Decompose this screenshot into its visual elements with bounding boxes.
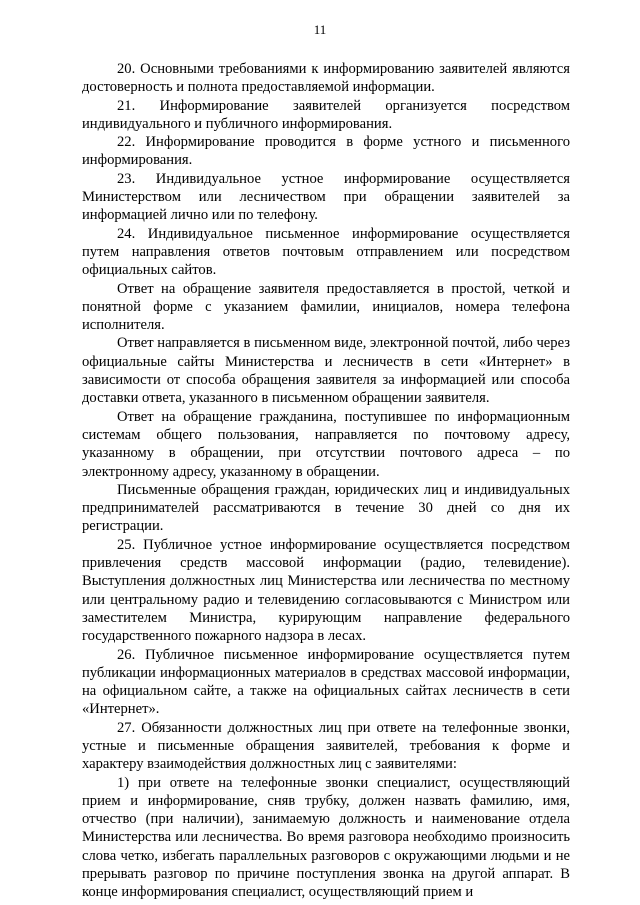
document-body [82, 60, 570, 902]
paragraph-answer-form: Ответ на обращение заявителя предоставляется в простой, четкой и понятной форме с указанием фамилии, инициалов, номера телефона исполнителя. [82, 280, 570, 334]
page-number: 11 [313, 22, 327, 37]
paragraph-27: 27. Обязанности должностных лиц при ответе на телефонные звонки, устные и письменные обращения заявителей, требования к форме и характеру взаимодействия должностных лиц с заявителями: [82, 719, 570, 773]
paragraph-25: 25. Публичное устное информирование осуществляется посредством привлечения средств массовой информации (радио, телевидение). Выступления должностных лиц Министерства или лесничества по местному или центральному радио и телевидению согласовываются с Министром или заместителем Министра, курирующим направление федерального государственного пожарного надзора в лесах. [82, 536, 570, 645]
paragraph-answer-delivery: Ответ направляется в письменном виде, электронной почтой, либо через официальные сайты Министерства и лесничеств в сети «Интернет» в зависимости от способа обращения заявителя за информацией или способа доставки ответа, указанного в письменном обращении заявителя. [82, 335, 570, 407]
paragraph-20: 20. Основными требованиями к информированию заявителей являются достоверность и полнота предоставляемой информации. [82, 61, 570, 96]
paragraph-24: 24. Индивидуальное письменное информирование осуществляется путем направления ответов почтовым отправлением или посредством официальных сайтов. [82, 225, 570, 279]
paragraph-27-item-1: 1) при ответе на телефонные звонки специалист, осуществляющий прием и информирование, сняв трубку, должен назвать фамилию, имя, отчество (при наличии), занимаемую должность и наименование отдела Министерства или лесничества. Во время разговора необходимо произносить слова четко, избегать параллельных разговоров с окружающими людьми и не прерывать разговор по причине поступления звонка на другой аппарат. В конце информирования специалист, осуществляющий прием и [82, 774, 570, 901]
paragraph-26: 26. Публичное письменное информирование осуществляется путем публикации информационных материалов в средствах массовой информации, на официальном сайте, а также на официальных сайтах лесничеств в сети «Интернет». [82, 646, 570, 718]
paragraph-review-period: Письменные обращения граждан, юридических лиц и индивидуальных предпринимателей рассматриваются в течение 30 дней со дня их регистрации. [82, 481, 570, 535]
paragraph-22: 22. Информирование проводится в форме устного и письменного информирования. [82, 134, 570, 169]
paragraph-21: 21. Информирование заявителей организуется посредством индивидуального и публичного информирования. [82, 97, 570, 132]
paragraph-answer-info-systems: Ответ на обращение гражданина, поступившее по информационным системам общего пользования, направляется по почтовому адресу, указанному в обращении, при отсутствии почтового адреса – по электронному адресу, указанному в обращении. [82, 408, 570, 480]
paragraph-23: 23. Индивидуальное устное информирование осуществляется Министерством или лесничеством при обращении заявителей за информацией лично или по телефону. [82, 170, 570, 224]
